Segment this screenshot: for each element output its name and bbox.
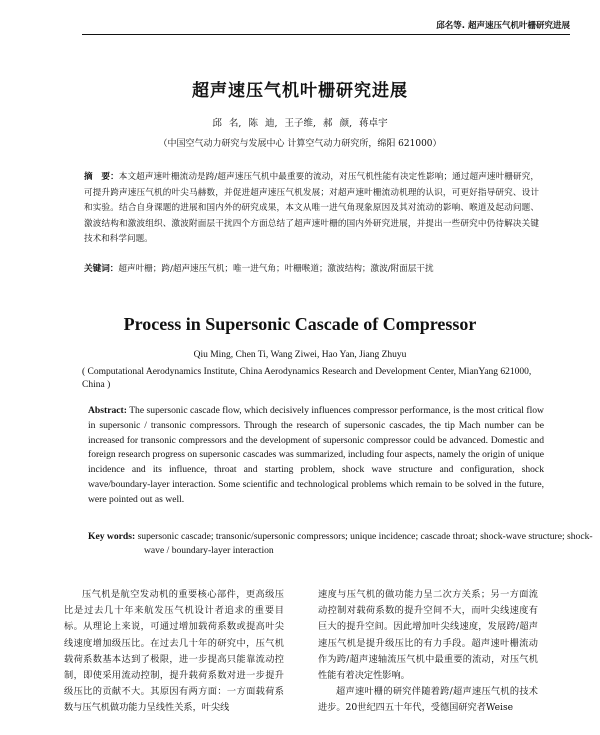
body-left-column: 压气机是航空发动机的重要核心部件，更高级压比是过去几十年来航发压气机设计者追求的重要目标。从理论上来说，可通过增加载荷系数或提高叶尖线速度增加级压比。在过去几十年的研究中，压气机载荷系数基本达到了极限，进一步提高只能靠流动控制，即使采用流动控制，提升载荷系数对进一步提升级压比的贡献不大。其原因有两方面：一方面载荷系数与压气机做功能力呈线性关系，叶尖线 (64, 589, 284, 714)
chinese-keywords-label: 关键词： (84, 264, 119, 274)
chinese-keywords (84, 262, 539, 276)
english-affiliation: ( Computational Aerodynamics Institute, China Aerodynamics Research and Development Center, MianYang 621000, China ) (82, 367, 532, 390)
chinese-title: 超声速压气机叶栅研究进展 (192, 81, 408, 101)
chinese-abstract-label: 摘 要： (84, 172, 119, 182)
chinese-abstract (84, 170, 539, 248)
body-right-paragraph-2: 超声速叶栅的研究伴随着跨/超声速压气机的技术进步。20世纪四五十年代，受德国研究者Weise (318, 686, 538, 714)
body-right-column (318, 587, 538, 717)
english-keywords-text: supersonic cascade; transonic/supersonic compressors; unique incidence; cascade throat; shock-wave structure; shock-wave / boundary-layer interaction (137, 531, 593, 556)
english-abstract-text: The supersonic cascade flow, which decisively influences compressor performance, is the most critical flow in supersonic / transonic compressors. Through the research of supersonic cascades, the tip Mach number can be increased for transonic compressors and the development of supersonic compressor could be advanced. Domestic and foreign research progress on supersonic cascades was summarized, including four aspects, namely the origin of unique incidence and its influence, throat and starting problem, shock wave structure and configuration, shock wave/boundary-layer interaction. Some scientific and technological problems which remain to be solved in the future, were pointed out as well. (88, 405, 544, 505)
english-authors: Qiu Ming, Chen Ti, Wang Ziwei, Hao Yan, Jiang Zhuyu (193, 350, 407, 360)
english-abstract-label: Abstract: (88, 405, 127, 416)
chinese-keywords-text: 超声叶栅；跨/超声速压气机；唯一进气角；叶栅喉道；激波结构；激波/附面层干扰 (118, 264, 434, 274)
chinese-abstract-text: 本文超声速叶栅流动是跨/超声速压气机中最重要的流动，对压气机性能有决定性影响；通过超声速叶栅研究，可提升跨声速压气机的叶尖马赫数，并促进超声速压气机发展；对超声速叶栅流动机理的认识，可更好指导研究、设计和实验。结合自身课题的进展和国内外的研究成果，本文从唯一进气角现象原因及其对流动的影响、喉道及起动问题、激波结构和激波组织、激波附面层干扰四个方面总结了超声速叶栅的国内外研究进展，并提出一些研究中仍待解决关键技术和科学问题。 (84, 172, 539, 245)
english-keywords-label: Key words: (88, 531, 136, 542)
body-right-paragraph-1: 速度与压气机的做功能力呈二次方关系；另一方面流动控制对载荷系数的提升空间不大，而叶尖线速度有巨大的提升空间。因此增加叶尖线速度，发展跨/超声速压气机是提升级压比的有力手段。超声速叶栅流动作为跨/超声速轴流压气机中最重要的流动，对压气机性能有着决定性影响。 (318, 589, 538, 682)
english-title: Process in Supersonic Cascade of Compressor (123, 314, 477, 334)
english-keywords (88, 530, 600, 558)
english-abstract (88, 404, 544, 508)
running-head: 邱名等. 超声速压气机叶栅研究进展 (82, 20, 570, 35)
chinese-affiliation: （中国空气动力研究与发展中心 计算空气动力研究所，绵阳 621000） (158, 139, 442, 149)
chinese-authors: 邱 名, 陈 迪, 王子维, 郝 颜, 蒋卓宇 (212, 118, 388, 129)
